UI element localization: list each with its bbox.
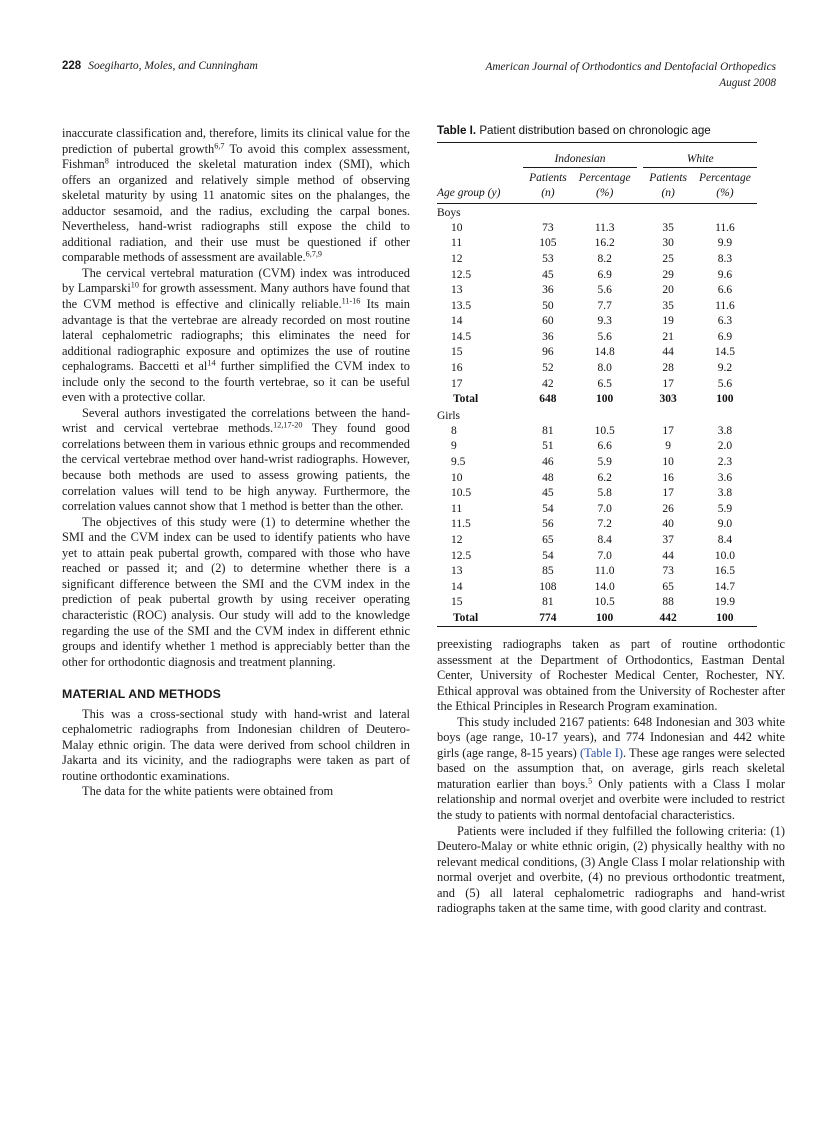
table-caption-text: Patient distribution based on chronologic age <box>479 124 711 137</box>
right-column <box>437 637 785 917</box>
cell-white-percentage: 3.8 <box>717 424 733 437</box>
table-row <box>437 439 757 455</box>
paragraph-objectives: The objectives of this study were (1) to determine whether the SMI and the CVM index can be used to identify patients who have yet to attain peak pubertal growth, compared with those who have reached or passed it; and (2) to determine whether there is a significant difference between the SMI and the CVM index in the prediction of peak pubertal growth by using receiver operating characteristic (ROC) analysis. Our study will add to the knowledge regarding the use of the SMI and the CVM index in different ethnic groups and identify whether 1 method is appreciably better than the other for orthodontic diagnosis and treatment planning. <box>62 514 410 669</box>
table-row <box>437 298 757 314</box>
cell-white-patients: 29 <box>662 268 674 281</box>
cell-indonesian-percentage: 11.3 <box>594 221 615 234</box>
cell-white-patients: 35 <box>662 221 674 234</box>
table-section-label: Girls <box>437 409 460 422</box>
para-text-c: Only patients with a Class I molar relationship and normal overjet and overbite were included to restrict the study to patients with normal dentofacial characteristics. <box>437 776 785 823</box>
column-header-age-group: Age group (y) <box>437 168 523 204</box>
paragraph-cvm-index <box>62 266 410 406</box>
cell-indonesian-patients: 50 <box>542 299 554 312</box>
hdr-unit: (%) <box>716 186 734 199</box>
patient-distribution-table <box>437 142 757 632</box>
cell-indonesian-percentage: 5.6 <box>597 284 612 297</box>
cell-indonesian-percentage: 8.0 <box>597 362 612 375</box>
paragraph-correlations <box>62 406 410 515</box>
cell-age-group: 14 <box>451 580 463 593</box>
group-header-white: White <box>643 147 757 168</box>
column-header-white-percentage <box>693 168 757 204</box>
reference-marker: 10 <box>130 280 139 290</box>
column-header-white-patients <box>643 168 692 204</box>
hdr-text: Patients <box>649 172 687 185</box>
cell-indonesian-patients: 56 <box>542 518 554 531</box>
cell-indonesian-percentage: 5.6 <box>597 330 612 343</box>
cell-indonesian-percentage: 8.2 <box>597 252 612 265</box>
cell-age-group: 9.5 <box>451 455 466 468</box>
page-number: 228 <box>62 60 82 72</box>
cell-white-patients: 17 <box>662 424 674 437</box>
table-i-cross-reference-link[interactable]: (Table I) <box>580 745 623 760</box>
cell-indonesian-patients: 73 <box>542 221 554 234</box>
cell-white-percentage: 5.9 <box>717 502 733 515</box>
table-group-header-row <box>437 147 757 168</box>
table-caption <box>437 124 757 137</box>
cell-age-group: 12 <box>451 252 463 265</box>
cell-indonesian-percentage: 5.9 <box>597 455 612 468</box>
cell-total-indonesian-percentage: 100 <box>596 393 614 406</box>
section-heading-material-and-methods: MATERIAL AND METHODS <box>62 687 221 702</box>
cell-indonesian-percentage: 7.2 <box>597 518 612 531</box>
cell-white-percentage: 2.3 <box>717 455 733 468</box>
table-row <box>437 579 757 595</box>
cell-white-patients: 25 <box>662 252 674 265</box>
cell-white-percentage: 6.6 <box>717 284 733 297</box>
cell-white-patients: 44 <box>662 549 674 562</box>
cell-indonesian-patients: 36 <box>542 284 554 297</box>
reference-marker: 5 <box>588 776 593 786</box>
table-label: Table I. <box>437 124 477 137</box>
para2-text-c: Its main advantage is that the vertebrae are already recorded on most routine lateral cephalometric radiographs; this eliminates the need for additional radiographic exposure and optimizes the use of routine cephalograms. Baccetti et al <box>62 297 410 374</box>
table-row <box>437 345 757 361</box>
reference-marker: 6,7,9 <box>305 249 322 259</box>
hdr-unit: (n) <box>541 186 555 199</box>
table-row <box>437 517 757 533</box>
cell-indonesian-patients: 81 <box>542 596 554 609</box>
cell-white-percentage: 9.6 <box>717 268 733 281</box>
cell-white-patients: 17 <box>662 487 674 500</box>
table-section-label: Boys <box>437 206 461 219</box>
cell-age-group: 17 <box>451 377 463 390</box>
para3-text-a: Several authors investigated the correlations between the hand-wrist and cervical vertebrae methods. <box>62 405 410 436</box>
cell-age-group: 13 <box>451 284 463 297</box>
table-section-row <box>437 407 757 423</box>
cell-total-label: Total <box>453 393 479 406</box>
hdr-text: Percentage <box>578 172 631 185</box>
cell-white-percentage: 14.7 <box>714 580 735 593</box>
table-row <box>437 470 757 486</box>
cell-indonesian-patients: 54 <box>542 502 554 515</box>
column-header-indonesian-percentage <box>573 168 637 204</box>
cell-indonesian-percentage: 10.5 <box>594 596 615 609</box>
cell-white-percentage: 6.9 <box>717 330 733 343</box>
cell-white-percentage: 9.9 <box>717 237 733 250</box>
cell-total-white-patients: 303 <box>659 393 677 406</box>
hdr-unit: (%) <box>596 186 614 199</box>
cell-age-group: 15 <box>451 346 463 359</box>
cell-white-percentage: 10.0 <box>714 549 735 562</box>
paragraph-inclusion-criteria: Patients were included if they fulfilled the following criteria: (1) Deutero-Malay or white ethnic origin, (2) physically healthy with no relevant medical conditions, (3) Angle Class I molar relationship with normal overjet and overbite, (4) no previous orthodontic treatment, and (5) all lateral cephalometric radiographs and hand-wrist radiographs taken at the same time, with good clarity and contrast. <box>437 823 785 916</box>
reference-marker: 8 <box>104 156 109 166</box>
cell-indonesian-percentage: 6.5 <box>597 377 612 390</box>
table-row <box>437 283 757 299</box>
hdr-unit: (n) <box>661 186 675 199</box>
cell-age-group: 9 <box>451 440 457 453</box>
para3-text-b: They found good correlations between them in various ethnic groups and recommended the cervical vertebrae method over hand-wrist radiographs. However, because both methods are used to assess growing patients, the correlation values will tend to be high anyway. Furthermore, the correlation values cannot show that 1 method is better than the other. <box>62 421 411 514</box>
cell-indonesian-percentage: 9.3 <box>597 315 612 328</box>
cell-age-group: 11.5 <box>451 518 471 531</box>
para-text-b: . These age ranges were selected based on the assumption that, on average, girls reach skeletal maturation earlier than boys. <box>437 745 785 791</box>
table-row <box>437 532 757 548</box>
table-i-container <box>437 124 757 632</box>
cell-white-percentage: 8.3 <box>717 252 733 265</box>
cell-white-percentage: 3.6 <box>717 471 733 484</box>
cell-white-percentage: 16.5 <box>714 565 735 578</box>
cell-indonesian-percentage: 6.2 <box>597 471 612 484</box>
cell-indonesian-patients: 51 <box>542 440 554 453</box>
cell-indonesian-percentage: 14.8 <box>594 346 615 359</box>
cell-age-group: 8 <box>451 424 457 437</box>
table-row <box>437 220 757 236</box>
paragraph-continuation <box>62 126 410 266</box>
table-row <box>437 423 757 439</box>
cell-white-percentage: 14.5 <box>714 346 735 359</box>
journal-title: American Journal of Orthodontics and Dentofacial Orthopedics <box>485 61 776 73</box>
table-total-row <box>437 392 757 408</box>
cell-white-patients: 16 <box>662 471 674 484</box>
cell-white-percentage: 6.3 <box>717 315 733 328</box>
table-section-row <box>437 204 757 220</box>
cell-total-indonesian-patients: 648 <box>539 393 557 406</box>
cell-white-patients: 28 <box>662 362 674 375</box>
cell-total-white-percentage: 100 <box>716 393 734 406</box>
cell-indonesian-patients: 53 <box>542 252 554 265</box>
column-header-indonesian-patients <box>523 168 572 204</box>
paragraph-ethical-approval: preexisting radiographs taken as part of routine orthodontic assessment at the Department of Orthodontics, Eastman Dental Center, University of Rochester Medical Center, Rochester, NY. Ethical approval was obtained from the University of Rochester after the Ethical Principles in Research Program examination. <box>437 637 785 714</box>
cell-age-group: 12.5 <box>451 549 472 562</box>
table-row <box>437 329 757 345</box>
table-row <box>437 454 757 470</box>
cell-white-percentage: 19.9 <box>714 596 735 609</box>
table-row <box>437 564 757 580</box>
cell-indonesian-percentage: 7.0 <box>597 502 612 515</box>
para1-text-a: inaccurate classification and, therefore, limits its clinical value for the prediction of pubertal growth <box>62 126 410 156</box>
table-row <box>437 267 757 283</box>
cell-indonesian-percentage: 6.6 <box>597 440 612 453</box>
cell-total-indonesian-patients: 774 <box>539 611 557 624</box>
cell-indonesian-percentage: 14.0 <box>594 580 615 593</box>
cell-indonesian-percentage: 16.2 <box>594 237 615 250</box>
cell-white-percentage: 3.8 <box>717 487 733 500</box>
para1-text-c: introduced the skeletal maturation index (SMI), which offers an organized and relatively simple method of observing skeletal maturity by using 11 anatomic sites on the phalanges, the adductor sesamoid, and the radius, excluding the carpal bones. Nevertheless, hand-wrist radiographs still expose the child to additional radiation, and their use must be questioned if other comparable methods of assessment are available. <box>62 157 410 265</box>
cell-indonesian-percentage: 7.0 <box>597 549 612 562</box>
table-row <box>437 360 757 376</box>
issue-date: August 2008 <box>719 76 776 89</box>
cell-age-group: 15 <box>451 596 463 609</box>
table-row <box>437 314 757 330</box>
cell-age-group: 14.5 <box>451 330 472 343</box>
cell-indonesian-patients: 45 <box>542 268 554 281</box>
cell-indonesian-patients: 105 <box>539 237 557 250</box>
cell-age-group: 11 <box>451 502 463 515</box>
cell-indonesian-patients: 96 <box>542 346 554 359</box>
cell-white-patients: 73 <box>662 565 674 578</box>
running-head-left <box>62 60 258 72</box>
cell-age-group: 16 <box>451 362 463 375</box>
hdr-text: Patients <box>529 172 567 185</box>
cell-white-patients: 10 <box>662 455 674 468</box>
cell-age-group: 12 <box>451 533 463 546</box>
paragraph-sample-size <box>437 715 785 824</box>
cell-indonesian-percentage: 10.5 <box>594 424 615 437</box>
para1-text-b: To avoid this complex assessment, Fishman <box>62 141 410 172</box>
cell-white-patients: 30 <box>662 237 674 250</box>
cell-indonesian-patients: 60 <box>542 315 554 328</box>
cell-white-percentage: 8.4 <box>717 533 733 546</box>
cell-white-patients: 44 <box>662 346 674 359</box>
table-row <box>437 548 757 564</box>
running-head <box>62 60 776 102</box>
cell-indonesian-percentage: 8.4 <box>597 533 612 546</box>
reference-marker: 12,17-20 <box>273 420 303 430</box>
table-column-header-row <box>437 168 757 204</box>
cell-total-indonesian-percentage: 100 <box>596 611 614 624</box>
cell-white-patients: 19 <box>662 315 674 328</box>
table-row <box>437 251 757 267</box>
table-row <box>437 501 757 517</box>
table-total-row <box>437 610 757 626</box>
cell-indonesian-patients: 48 <box>542 471 554 484</box>
para2-text-a: The cervical vertebral maturation (CVM) index was introduced by Lamparski <box>62 265 410 296</box>
cell-white-percentage: 11.6 <box>715 221 735 234</box>
cell-white-patients: 40 <box>662 518 674 531</box>
group-header-indonesian: Indonesian <box>523 147 636 168</box>
cell-indonesian-percentage: 11.0 <box>594 565 615 578</box>
cell-age-group: 13 <box>451 565 463 578</box>
paragraph-study-design: This was a cross-sectional study with hand-wrist and lateral cephalometric radiographs from Indonesian children of Deutero-Malay ethnic origin. The data were derived from school children in Jakarta and its vicinity, and the radiographs were taken as part of routine orthodontic examinations. <box>62 706 410 783</box>
cell-indonesian-percentage: 5.8 <box>597 487 612 500</box>
running-head-right <box>485 60 776 91</box>
reference-marker: 11-16 <box>341 296 361 306</box>
cell-white-percentage: 9.2 <box>717 362 733 375</box>
cell-indonesian-patients: 52 <box>542 362 554 375</box>
table-body <box>437 204 757 627</box>
cell-age-group: 12.5 <box>451 268 472 281</box>
table-row <box>437 486 757 502</box>
reference-marker: 14 <box>207 358 216 368</box>
paragraph-white-patients: The data for the white patients were obtained from <box>82 784 334 799</box>
cell-total-label: Total <box>453 611 479 624</box>
para2-text-d: further simplified the CVM index to include only the second to the fourth vertebrae, so it can be useful even with a protective collar. <box>62 359 410 405</box>
cell-indonesian-patients: 46 <box>542 455 554 468</box>
cell-indonesian-percentage: 6.9 <box>597 268 612 281</box>
cell-white-patients: 88 <box>662 596 674 609</box>
cell-white-patients: 35 <box>662 299 674 312</box>
cell-white-percentage: 2.0 <box>717 440 733 453</box>
running-head-authors: Soegiharto, Moles, and Cunningham <box>88 60 258 72</box>
cell-indonesian-patients: 85 <box>542 565 554 578</box>
cell-indonesian-patients: 36 <box>542 330 554 343</box>
cell-age-group: 11 <box>451 237 463 250</box>
para2-text-b: for growth assessment. Many authors have found that the CVM method is effective and clinically reliable. <box>62 281 410 312</box>
cell-white-percentage: 5.6 <box>717 377 733 390</box>
cell-age-group: 10 <box>451 471 463 484</box>
cell-total-white-percentage: 100 <box>716 611 734 624</box>
cell-indonesian-percentage: 7.7 <box>597 299 612 312</box>
cell-white-patients: 20 <box>662 284 674 297</box>
cell-white-patients: 37 <box>662 533 674 546</box>
reference-marker: 6,7 <box>214 141 225 151</box>
left-column <box>62 126 410 800</box>
cell-white-patients: 17 <box>662 377 674 390</box>
cell-white-patients: 26 <box>662 502 674 515</box>
cell-total-white-patients: 442 <box>659 611 677 624</box>
table-row <box>437 236 757 252</box>
cell-white-percentage: 11.6 <box>715 299 735 312</box>
cell-indonesian-patients: 45 <box>542 487 554 500</box>
cell-indonesian-patients: 42 <box>542 377 554 390</box>
cell-white-patients: 65 <box>662 580 674 593</box>
cell-indonesian-patients: 108 <box>539 580 557 593</box>
table-bottom-rule <box>437 626 757 632</box>
cell-age-group: 10 <box>451 221 463 234</box>
hdr-text: Percentage <box>698 172 751 185</box>
table-row <box>437 595 757 611</box>
cell-age-group: 13.5 <box>451 299 472 312</box>
para-text-a: This study included 2167 patients: 648 Indonesian and 303 white boys (age range, 10-17 years), and 774 Indonesian and 442 white girls (age range, 8-15 years) <box>437 714 785 760</box>
cell-white-patients: 21 <box>662 330 674 343</box>
cell-white-percentage: 9.0 <box>717 518 733 531</box>
table-row <box>437 376 757 392</box>
cell-white-patients: 9 <box>665 440 672 453</box>
cell-indonesian-patients: 81 <box>542 424 554 437</box>
cell-age-group: 10.5 <box>451 487 472 500</box>
cell-age-group: 14 <box>451 315 463 328</box>
cell-indonesian-patients: 54 <box>542 549 554 562</box>
cell-indonesian-patients: 65 <box>542 533 554 546</box>
